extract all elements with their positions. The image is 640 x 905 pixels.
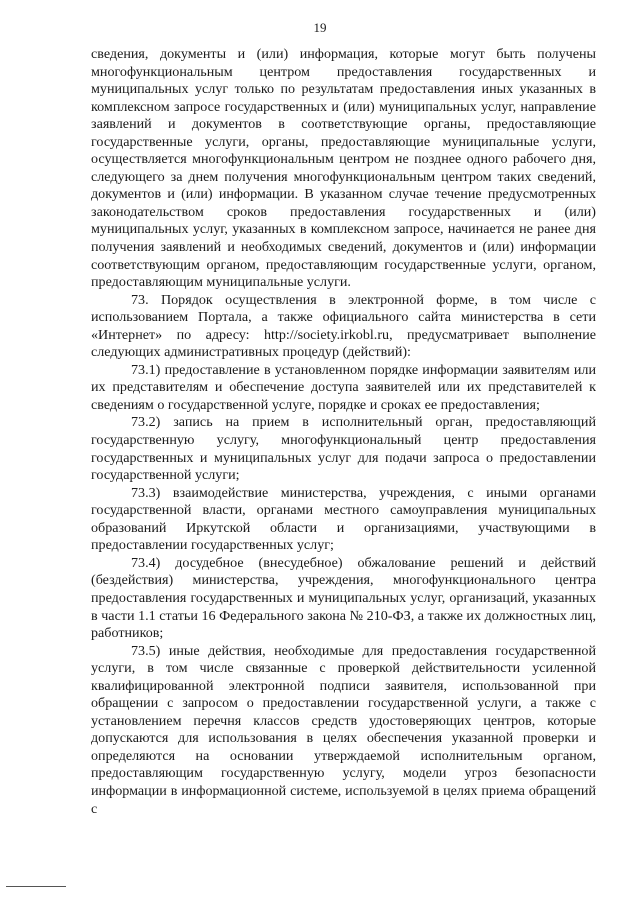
paragraph-73-4: 73.4) досудебное (внесудебное) обжалование решений и действий (бездействия) министерства, учреждения, многофункционального центра предоставления государственных и муниципальных услуг, организаций, указанных в части 1.1 статьи 16 Федерального закона № 210-ФЗ, а также их должностных лиц, работников; bbox=[91, 554, 596, 642]
paragraph-73-1: 73.1) предоставление в установленном порядке информации заявителям или их представителям и обеспечение доступа заявителей или их представителей к сведениям о государственной услуге, порядке и сроках ее предоставления; bbox=[91, 361, 596, 413]
page-number: 19 bbox=[313, 20, 327, 35]
paragraph-continuation: сведения, документы и (или) информация, которые могут быть получены многофункциональным центром предоставления государственных и муниципальных услуг только по результатам предоставления иных указанных в комплексном запросе государственных и (или) муниципальных услуг, направление заявлений и документов в соответствующие органы, предоставляющие государственные услуги, органы, предоставляющие муниципальные услуги, осуществляется многофункциональным центром не позднее одного рабочего дня, следующего за днем получения многофункциональным центром таких сведений, документов и (или) информации. В указанном случае течение предусмотренных законодательством сроков предоставления государственных и (или) муниципальных услуг, указанных в комплексном запросе, начинается не ранее дня получения заявлений и необходимых сведений, документов и (или) информации соответствующим органом, предоставляющим государственные услуги, органом, предоставляющим муниципальные услуги. bbox=[91, 46, 596, 291]
paragraph-73-3: 73.3) взаимодействие министерства, учреждения, с иными органами государственной власти, органами местного самоуправления муниципальных образований Иркутской области и организациями, участвующими в предоставлении государственных услуг; bbox=[91, 484, 596, 554]
paragraph-73-5: 73.5) иные действия, необходимые для предоставления государственной услуги, в том числе связанные с проверкой действительности усиленной квалифицированной электронной подписи заявителя, использованной при обращении с запросом о предоставлении государственной услуги, а также с установлением перечня классов средств удостоверяющих центров, которые допускаются для использования в целях обеспечения указанной проверки и определяются на основании утверждаемой исполнительным органом, предоставляющим государственную услугу, модели угроз безопасности информации в информационной системе, используемой в целях приема обращений с bbox=[91, 642, 596, 817]
paragraph-73-2: 73.2) запись на прием в исполнительный орган, предоставляющий государственную услугу, многофункциональный центр предоставления государственных и муниципальных услуг для подачи запроса о предоставлении государственной услуги; bbox=[91, 414, 596, 484]
footer-rule bbox=[6, 886, 66, 887]
document-body bbox=[91, 46, 596, 818]
paragraph-73: 73. Порядок осуществления в электронной форме, в том числе с использованием Портала, а также официального сайта министерства в сети «Интернет» по адресу: http://society.irkobl.ru, предусматривает выполнение следующих административных процедур (действий): bbox=[91, 291, 596, 361]
